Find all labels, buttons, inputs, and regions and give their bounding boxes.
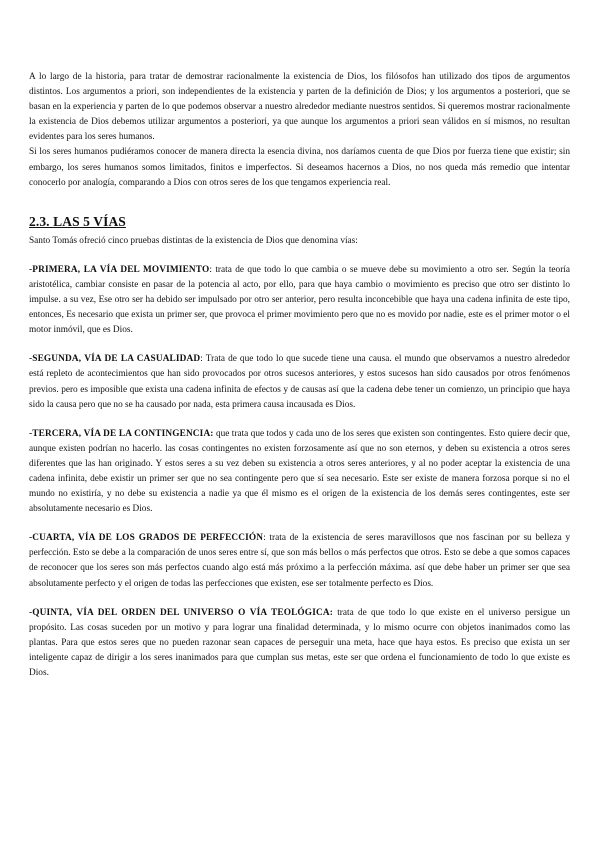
via-title: -QUINTA, VÍA DEL ORDEN DEL UNIVERSO O VÍA TEOLÓGICA: xyxy=(29,607,333,618)
document-page xyxy=(29,70,570,695)
via-text: : trata de la existencia de seres maravillosos que nos fascinan por su belleza y perfección. Esto se debe a la comparación de unos seres entre sí, que son más bellos o más perfectos que otros. Esto se debe a que somos capaces de reconocer que los seres son más perfectos cuando algo está más próximo a la perfección máxima. así que debe haber un primer ser que sea absolutamente perfecto y el origen de todas las perfecciones que existen, ese ser totalmente perfecto es Dios. xyxy=(29,533,571,589)
section-heading: 2.3. LAS 5 VÍAS xyxy=(29,213,126,229)
via-text: trata de que todo lo que existe en el universo persigue un propósito. Las cosas suceden por un motivo y para lograr una finalidad determinada, y lo mismo ocurre con objetos inanimados como las plantas. Para que estos seres que no pueden razonar sean capaces de perseguir una meta, hace que haya estos. Es preciso que exista un ser inteligente capaz de dirigir a los seres inanimados para que cumplan sus metas, este ser que ordena el funcionamiento de todo lo que existe es Dios. xyxy=(29,607,570,678)
via-title: -SEGUNDA, VÍA DE LA CASUALIDAD xyxy=(29,354,201,365)
intro-paragraph-1: A lo largo de la historia, para tratar de demostrar racionalmente la existencia de Dios, los filósofos han utilizado dos tipos de argumentos distintos. Los argumentos a priori, son independientes de la existencia y parten de la definición de Dios; y los argumentos a posteriori, que se basan en la experiencia y parten de lo que podemos observar a nuestro alrededor mediante nuestros sentidos. Si queremos mostrar racionalmente la existencia de Dios debemos utilizar argumentos a posteriori, ya que aunque los argumentos a priori sean válidos en sí mismos, no resultan evidentes para los seres humanos. xyxy=(29,72,570,143)
via-quinta xyxy=(29,606,570,681)
via-title: -CUARTA, VÍA DE LOS GRADOS DE PERFECCIÓN xyxy=(29,533,264,544)
via-text: : trata de que todo lo que cambia o se mueve debe su movimiento a otro ser. Según la teoría aristotélica, cambiar consiste en pasar de la potencia al acto, por ello, para que haya cambio o movimiento es preciso que otro ser distinto lo impulse. a su vez, Ese otro ser ha debido ser impulsado por otro ser anterior, pero resulta inconcebible que haya una cadena infinita de este tipo, entonces, Es necesario que exista un primer ser, que provoca el primer movimiento pero que no es movido por nadie, este es el primer motor o el motor inmóvil, que es Dios. xyxy=(29,264,570,336)
via-title: -PRIMERA, LA VÍA DEL MOVIMIENTO xyxy=(29,264,210,275)
via-primera xyxy=(29,263,570,338)
section-lead: Santo Tomás ofreció cinco pruebas distintas de la existencia de Dios que denomina vías: xyxy=(29,235,358,246)
intro-section xyxy=(29,70,570,191)
via-segunda xyxy=(29,352,570,412)
via-text: que trata que todos y cada uno de los seres que existen son contingentes. Esto quiere decir que, aunque existen podrían no hacerlo. las cosas contingentes no existen forzosamente así que no son eternos, y deben su existencia a otros seres diferentes que las han originado. Y estos seres a su vez deben su existencia a otros seres anteriores, y al no poder aceptar la existencia de una cadena infinita, debe existir un primer ser que no sea contingente pero que sí sea necesario. Este ser existe de manera forzosa porque si no el mundo no existiría, y no debe su existencia a nadie ya que él mismo es el origen de la existencia de los demás seres contingentes, este ser absolutamente necesario es Dios. xyxy=(29,428,570,515)
via-cuarta xyxy=(29,531,570,591)
intro-paragraph-2: Si los seres humanos pudiéramos conocer de manera directa la esencia divina, nos daríamos cuenta de que Dios por fuerza tiene que existir; sin embargo, los seres humanos somos limitados, finitos e imperfectos. Si deseamos hacernos a Dios, no nos queda más remedio que intentar conocerlo por analogía, comparando a Dios con otros seres de los que tengamos experiencia real. xyxy=(29,147,570,188)
via-title: -TERCERA, VÍA DE LA CONTINGENCIA: xyxy=(29,428,214,439)
via-tercera xyxy=(29,427,570,518)
via-text: : Trata de que todo lo que sucede tiene una causa. el mundo que observamos a nuestro alrededor está repleto de acontecimientos que han sido provocados por otros sucesos anteriores, y estos sucesos han sido causados por otros fenómenos previos. pero es imposible que exista una cadena infinita de efectos y de causas así que la cadena debe tener un comienzo, un principio que haya sido la causa pero que no se ha causado por nada, esta primera causa incausada es Dios. xyxy=(29,354,571,410)
